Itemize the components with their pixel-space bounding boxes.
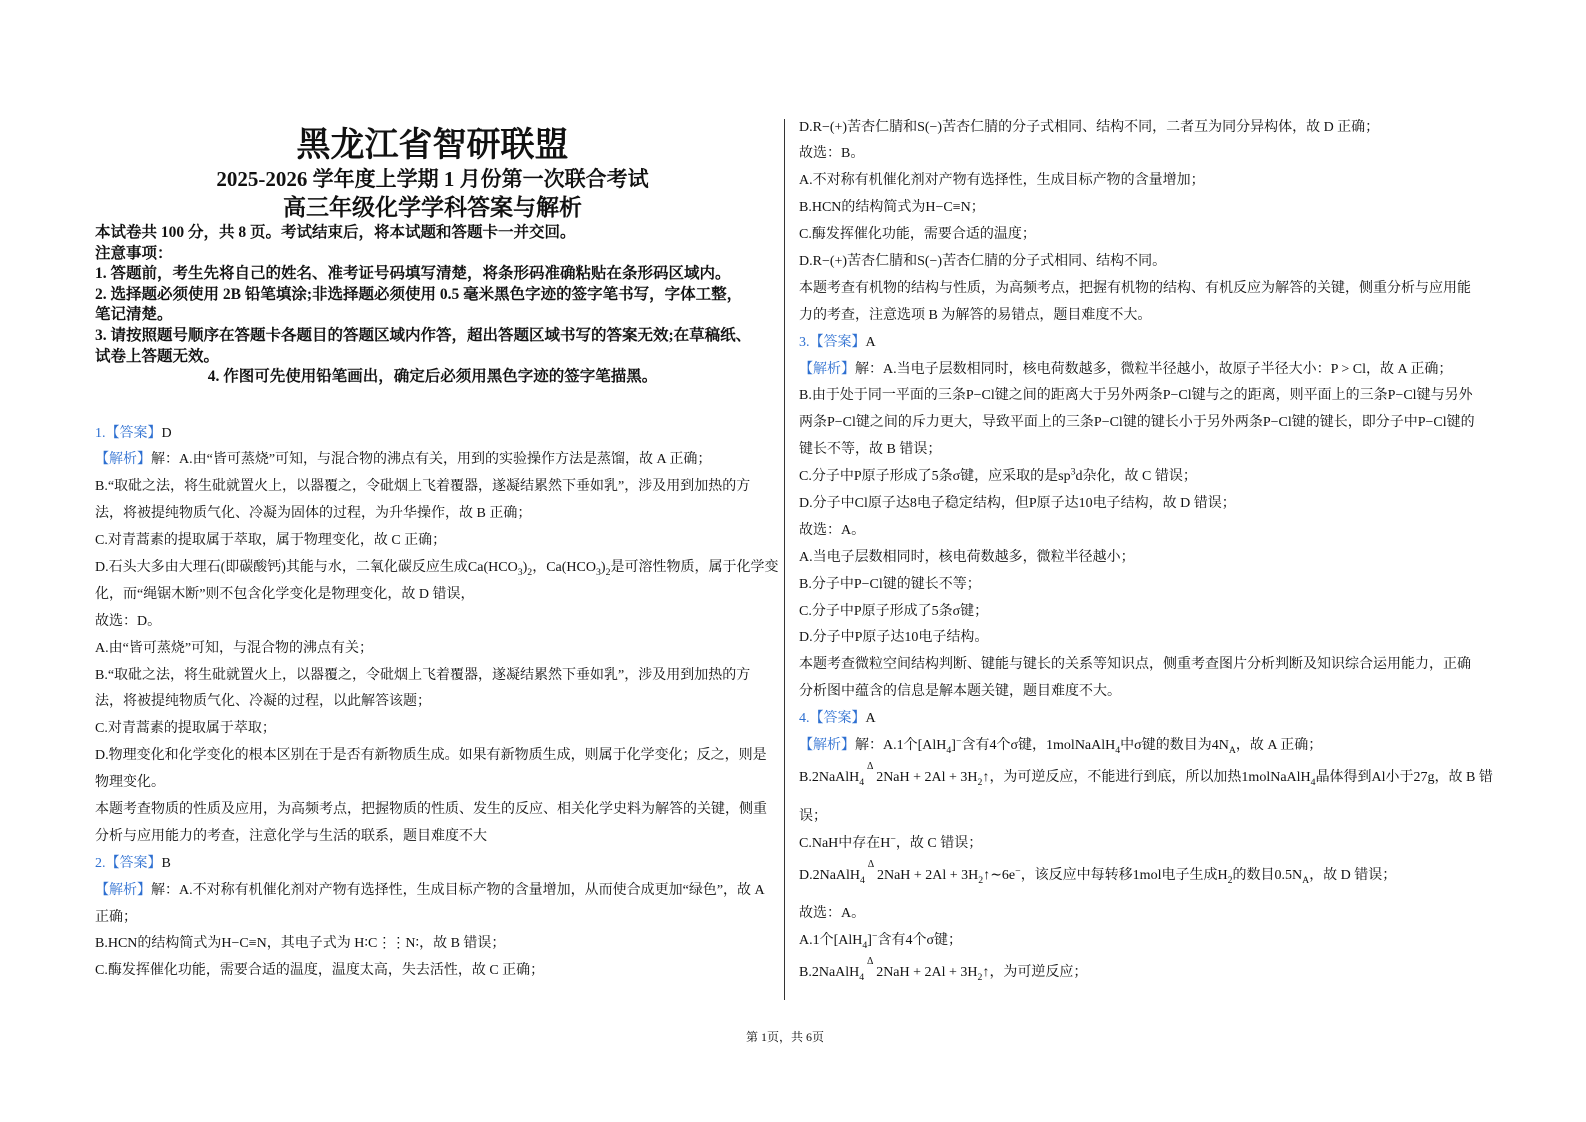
text-run: D.分子中P原子达10电子结构。: [799, 630, 989, 646]
text-line: [95, 797, 770, 824]
notice-line: 试卷上答题无效。: [95, 347, 220, 365]
text-run: D.分子中Cl原子达8电子稳定结构，但P原子达10电子结构，故 D 错误；: [799, 495, 1236, 511]
text-run: 故选：D。: [95, 613, 162, 629]
text-run: 晶体得到Al小于27g，故 B 错: [1315, 769, 1493, 785]
text-line: [95, 501, 770, 528]
text-run: 2NaH + 2Al + 3H: [876, 769, 978, 785]
text-run: B.2NaAlH: [799, 769, 860, 785]
text-run: C.分子中P原子形成了5条σ键；: [799, 603, 989, 619]
superscript: −: [890, 833, 896, 844]
text-run: 化，而“绳锯木断”则不包含化学变化是物理变化，故 D 错误，: [95, 586, 475, 602]
subscript: 4: [860, 874, 865, 886]
text-line: [95, 716, 770, 743]
text-run: 本题考查物质的性质及应用，为高频考点，把握物质的性质、发生的反应、相关化学史料为解答的关键，侧重: [95, 801, 767, 817]
text-run: B.“取砒之法，将生砒就置火上，以器覆之，令砒烟上飞着覆器，遂凝结累然下垂如乳”，涉及用到加热的方: [95, 479, 751, 495]
text-line: [799, 518, 1474, 545]
text-line: [95, 743, 770, 770]
reaction-condition: Δ: [866, 760, 874, 772]
analysis-label: 【解析】: [95, 882, 151, 898]
subscript: 2: [1227, 874, 1233, 886]
text-run: ，故 D 错误；: [1309, 867, 1397, 883]
notice-heading: 注意事项：: [95, 244, 173, 262]
text-run: A: [865, 711, 876, 727]
text-run: 误；: [799, 808, 827, 824]
text-run: 解：A.不对称有机催化剂对产物有选择性，生成目标产物的含量增加，从而使合成更加“绿色”，故 A: [151, 882, 765, 898]
text-run: 物理变化。: [95, 775, 165, 791]
text-run: 法，将被提纯物质气化、冷凝为固体的过程，为升华操作，故 B 正确；: [95, 506, 532, 522]
answer-label: 4.【答案】: [799, 711, 866, 727]
text-line: [95, 770, 770, 797]
text-line: [95, 878, 770, 905]
text-line: [799, 901, 1474, 928]
text-run: ↑，为可逆反应，不能进行到底，所以加热1molNaAlH: [982, 769, 1311, 785]
text-line: [799, 437, 1474, 464]
notice-line: 笔记清楚。: [95, 306, 173, 324]
text-run: ↑，为可逆反应；: [982, 965, 1088, 981]
text-line: [799, 383, 1474, 410]
subscript: 2: [978, 874, 984, 886]
text-line: [95, 663, 770, 690]
text-run: 键长不等，故 B 错误；: [799, 442, 942, 458]
text-run: C.NaH中存在H: [799, 835, 891, 851]
text-run: 2NaH + 2Al + 3H: [876, 867, 979, 883]
right-column: [799, 115, 1493, 1000]
subscript: 3: [595, 566, 601, 578]
text-line: [95, 636, 770, 663]
text-line: [799, 625, 1474, 652]
subscript: 4: [1310, 776, 1316, 788]
text-line: [95, 582, 770, 609]
text-line: [95, 421, 770, 448]
analysis-label: 【解析】: [799, 361, 855, 377]
subscript: 4: [1115, 744, 1121, 756]
text-run: 是可溶性物质，属于化学变: [610, 559, 779, 575]
text-run: ，故 A 正确；: [1235, 737, 1323, 753]
text-line: [95, 824, 770, 851]
left-column: [95, 421, 779, 986]
subscript: 2: [605, 566, 611, 578]
text-run: 本题考查有机物的结构与性质，为高频考点，把握有机物的结构、有机反应为解答的关键，侧重分析与应用能: [799, 280, 1471, 296]
reaction-condition: Δ: [866, 956, 874, 968]
subscript: A: [1302, 874, 1310, 886]
text-line: [799, 928, 1474, 955]
text-line: [799, 706, 1474, 733]
text-line: [799, 858, 1474, 902]
text-line: [799, 222, 1474, 249]
text-run: ，Ca(HCO: [532, 559, 596, 575]
text-run: 力的考查，注意选项 B 为解答的易错点，题目难度不大。: [799, 307, 1152, 323]
subscript: 4: [862, 940, 868, 952]
text-run: D.物理变化和化学变化的根本区别在于是否有新物质生成。如果有新物质生成，则属于化学变化；反之，则是: [95, 748, 767, 764]
text-run: C.酶发挥催化功能，需要合适的温度，温度太高，失去活性，故 C 正确；: [95, 963, 545, 979]
subscript: 4: [946, 744, 952, 756]
text-run: 解：A.1个[AlH: [855, 737, 947, 753]
text-run: ，故 C 错误；: [895, 835, 983, 851]
text-line: [95, 447, 770, 474]
text-run: B.2NaAlH: [799, 965, 860, 981]
text-run: 故选：B。: [799, 146, 865, 162]
text-line: [799, 330, 1474, 357]
text-line: [799, 168, 1474, 195]
org-title: 黑龙江省智研联盟: [296, 125, 569, 165]
text-line: [799, 955, 1474, 999]
analysis-label: 【解析】: [799, 737, 855, 753]
text-run: B: [161, 855, 171, 871]
text-line: [95, 555, 779, 582]
text-line: [95, 528, 770, 555]
superscript: 3: [1070, 466, 1076, 478]
text-line: [799, 679, 1474, 706]
text-run: 正确；: [95, 909, 137, 925]
text-line: [95, 689, 770, 716]
subscript: 3: [517, 566, 523, 578]
text-line: [799, 545, 1474, 572]
text-run: A.当电子层数相同时，核电荷数越多，微粒半径越小；: [799, 549, 1135, 565]
text-run: ): [600, 559, 606, 575]
text-run: C.对青蒿素的提取属于萃取；: [95, 721, 276, 737]
answer-label: 1.【答案】: [95, 425, 162, 441]
text-run: 含有4个σ键，1molNaAlH: [961, 737, 1116, 753]
text-line: [799, 276, 1474, 303]
notice-block: [95, 223, 770, 388]
superscript: −: [955, 735, 962, 747]
text-line: [95, 474, 770, 501]
subscript: 2: [977, 776, 983, 788]
text-line: [799, 141, 1474, 168]
text-run: D.R−(+)苦杏仁腈和S(−)苦杏仁腈的分子式相同、结构不同。: [799, 253, 1167, 269]
text-line: [95, 609, 770, 636]
text-line: [95, 931, 770, 958]
text-run: A.不对称有机催化剂对产物有选择性，生成目标产物的含量增加；: [799, 173, 1205, 189]
document-title: 高三年级化学学科答案与解析: [283, 195, 582, 221]
text-run: D: [161, 425, 172, 441]
notice-line: 2. 选择题必须使用 2B 铅笔填涂;非选择题必须使用 0.5 毫米黑色字迹的签字笔书写，字体工整，: [95, 285, 743, 303]
text-run: 中σ键的数目为4N: [1120, 737, 1229, 753]
text-run: 故选：A。: [799, 906, 866, 922]
text-line: [799, 733, 1474, 760]
text-line: [95, 905, 770, 932]
text-line: [799, 249, 1474, 276]
notice-line: 4. 作图可先使用铅笔画出，确定后必须用黑色字迹的签字笔描黑。: [207, 368, 658, 386]
text-line: [95, 958, 770, 985]
notice-line: 3. 请按照题号顺序在答题卡各题目的答题区域内作答，超出答题区域书写的答案无效;在草稿纸、: [95, 326, 752, 344]
text-run: d杂化，故 C 错误；: [1075, 469, 1197, 485]
text-run: B.HCN的结构简式为H−C≡N，其电子式为 H∶C⋮⋮N∶，故 B 错误；: [95, 936, 506, 952]
text-run: B.HCN的结构简式为H−C≡N；: [799, 200, 985, 216]
text-run: A: [865, 334, 876, 350]
text-run: B.分子中P−Cl键的键长不等；: [799, 576, 981, 592]
subscript: 2: [977, 972, 983, 984]
notice-line: 本试卷共 100 分，共 8 页。考试结束后，将本试题和答题卡一并交回。: [95, 224, 576, 241]
column-divider: [784, 119, 785, 1000]
text-run: 本题考查微粒空间结构判断、键能与键长的关系等知识点，侧重考查图片分析判断及知识综合运用能力，正确: [799, 657, 1471, 673]
text-run: 两条P−Cl键之间的斥力更大，导致平面上的三条P−Cl键的键长小于另外两条P−Cl键的键长，即分子中P−Cl键的: [799, 415, 1475, 431]
text-line: [799, 572, 1474, 599]
text-line: [799, 760, 1493, 804]
text-run: A.由“皆可蒸烧”可知，与混合物的沸点有关；: [95, 640, 374, 656]
notice-line: 1. 答题前，考生先将自己的姓名、准考证号码填写清楚，将条形码准确粘贴在条形码区域内。: [95, 265, 731, 283]
subscript: 2: [527, 566, 533, 578]
text-line: [799, 410, 1474, 437]
text-line: [799, 303, 1474, 330]
text-line: [799, 357, 1474, 384]
answer-label: 3.【答案】: [799, 334, 866, 350]
text-run: 解：A.当电子层数相同时，核电荷数越多，微粒半径越小，故原子半径大小：P > Cl，故 A 正确；: [855, 361, 1453, 377]
text-line: [799, 195, 1474, 222]
reaction-condition: Δ: [867, 858, 875, 870]
text-run: 分析与应用能力的考查，注意化学与生活的联系，题目难度不大: [95, 828, 487, 844]
text-line: [799, 804, 1474, 831]
text-run: D.石头大多由大理石(即碳酸钙)其能与水，二氧化碳反应生成Ca(HCO: [95, 559, 518, 575]
text-run: ，该反应中每转移1mol电子生成H: [1020, 867, 1228, 883]
text-line: [799, 652, 1474, 679]
text-run: ): [522, 559, 528, 575]
text-line: [799, 491, 1474, 518]
text-line: [95, 851, 770, 878]
text-run: 故选：A。: [799, 522, 866, 538]
text-line: [799, 599, 1474, 626]
text-run: C.对青蒿素的提取属于萃取，属于物理变化，故 C 正确；: [95, 533, 447, 549]
text-run: 解：A.由“皆可蒸烧”可知，与混合物的沸点有关，用到的实验操作方法是蒸馏，故 A 正确；: [151, 452, 712, 468]
text-run: B.由于处于同一平面的三条P−Cl键之间的距离大于另外两条P−Cl键与之的距离，则平面上的三条P−Cl键与另外: [799, 388, 1473, 404]
text-run: D.R−(+)苦杏仁腈和S(−)苦杏仁腈的分子式相同、结构不同，二者互为同分异构体，故 D 正确；: [799, 119, 1380, 135]
answer-label: 2.【答案】: [95, 855, 162, 871]
analysis-label: 【解析】: [95, 452, 151, 468]
subscript: 4: [859, 776, 865, 788]
text-run: 的数目0.5N: [1232, 867, 1303, 883]
subscript: A: [1228, 744, 1236, 756]
text-run: D.2NaAlH: [799, 867, 861, 883]
text-run: 含有4个σ键；: [877, 933, 963, 949]
text-run: ]: [867, 933, 872, 949]
subscript: 4: [859, 972, 865, 984]
text-run: 分析图中蕴含的信息是解本题关键，题目难度不大。: [799, 684, 1121, 700]
text-run: A.1个[AlH: [799, 933, 863, 949]
text-run: C.分子中P原子形成了5条σ键，应采取的是sp: [799, 469, 1071, 485]
text-line: [799, 831, 1474, 858]
text-line: [799, 464, 1474, 491]
superscript: −: [871, 930, 878, 942]
text-run: B.“取砒之法，将生砒就置火上，以器覆之，令砒烟上飞着覆器，遂凝结累然下垂如乳”，涉及用到加热的方: [95, 667, 751, 683]
exam-subtitle: 2025-2026 学年度上学期 1 月份第一次联合考试: [216, 167, 649, 191]
text-run: ↑∼6e: [983, 867, 1016, 883]
text-run: 法，将被提纯物质气化、冷凝的过程，以此解答该题；: [95, 694, 431, 710]
text-run: ]: [951, 737, 956, 753]
text-run: 2NaH + 2Al + 3H: [876, 965, 978, 981]
page-footer: 第 1页，共 6页: [745, 1030, 824, 1044]
text-run: C.酶发挥催化功能，需要合适的温度；: [799, 227, 1036, 243]
superscript: −: [1015, 864, 1021, 876]
text-line: [799, 115, 1474, 142]
